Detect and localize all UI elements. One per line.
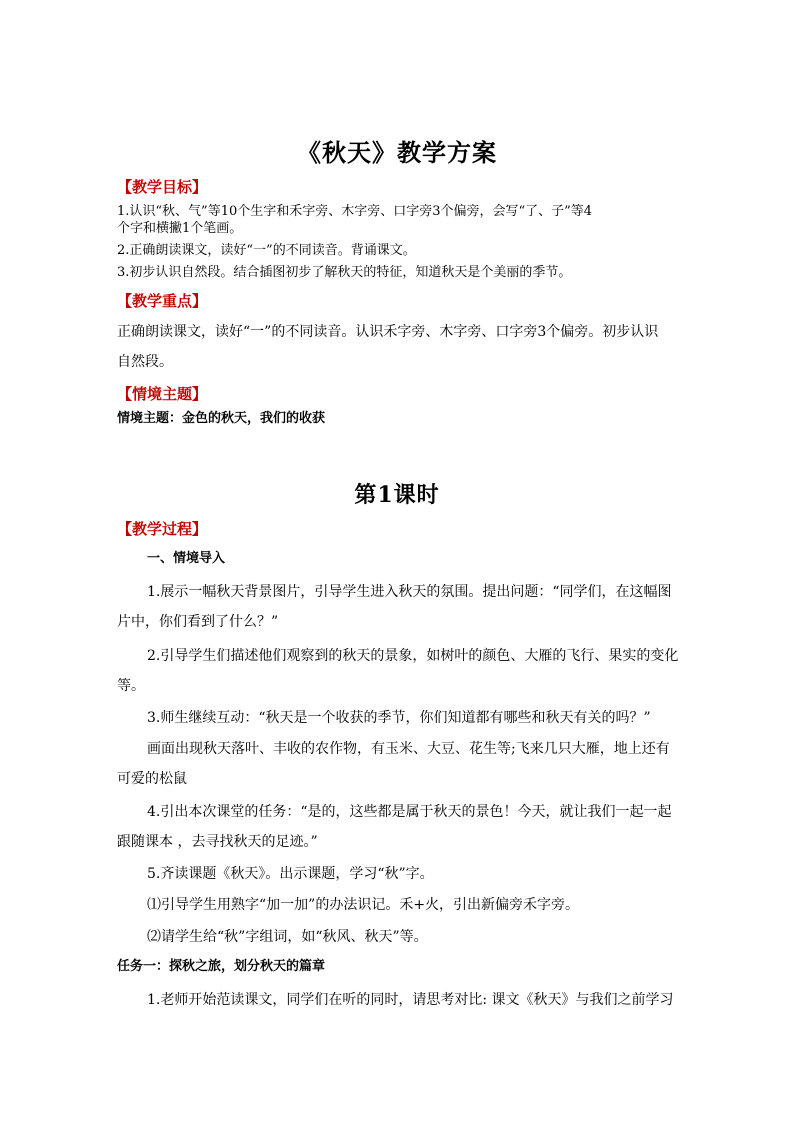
paragraph-line: 2.引导学生们描述他们观察到的秋天的景象，如树叶的颜色、大雁的飞行、果实的变化 [147, 648, 679, 664]
focus-line: 自然段。 [117, 354, 173, 370]
document-title: 《秋天》教学方案 [297, 138, 497, 167]
lesson-title: 第1课时 [354, 482, 440, 508]
paragraph-line: 等。 [117, 678, 145, 694]
sub-heading-intro: 一、情境导入 [147, 551, 226, 566]
paragraph-line: 1.老师开始范读课文，同学们在听的同时，请思考对比: 课文《秋天》与我们之前学习 [147, 992, 674, 1008]
goal-line: 3.初步认识自然段。结合插图初步了解秋天的特征，知道秋天是个美丽的季节。 [117, 265, 572, 280]
focus-line: 正确朗读课文，读好“一”的不同读音。认识禾字旁、木字旁、口字旁3个偏旁。初步认识 [117, 324, 659, 340]
paragraph-line: 5.齐读课题《秋天》。出示课题，学习“秋”字。 [147, 866, 434, 882]
paragraph-line: 1.展示一幅秋天背景图片，引导学生进入秋天的氛围。提出问题：“同学们，在这幅图 [147, 584, 672, 600]
goal-line: 个字和横撇1个笔画。 [117, 221, 243, 236]
paragraph-line: ⑴引导学生用熟字“加一加”的办法识记。禾+火，引出新偏旁禾字旁。 [147, 897, 580, 913]
paragraph-line: 可爱的松鼠 [117, 771, 187, 787]
paragraph-line: 3.师生继续互动：“秋天是一个收获的季节，你们知道都有哪些和秋天有关的吗？” [147, 710, 651, 726]
goal-line: 2.正确朗读课文，读好“一”的不同读音。背诵课文。 [117, 243, 416, 258]
focus-heading: 【教学重点】 [117, 292, 208, 310]
paragraph-line: 片中，你们看到了什么？” [117, 614, 279, 630]
theme-heading: 【情境主题】 [117, 385, 208, 403]
process-heading: 【教学过程】 [117, 520, 208, 538]
paragraph-line: ⑵请学生给“秋”字组词，如“秋风、秋天”等。 [147, 929, 428, 945]
goal-line: 1.认识“秋、气”等10个生字和禾字旁、木字旁、口字旁3个偏旁，会写“了、子”等4 [117, 204, 593, 219]
goals-heading: 【教学目标】 [117, 178, 208, 196]
paragraph-line: 4.引出本次课堂的任务：“是的，这些都是属于秋天的景色！今天，就让我们一起一起 [147, 804, 672, 820]
paragraph-line: 跟随课本 ，去寻找秋天的足迹。” [117, 834, 318, 850]
paragraph-line: 画面出现秋天落叶、丰收的农作物，有玉米、大豆、花生等;飞来几只大雁，地上还有 [147, 741, 670, 757]
theme-text: 情境主题：金色的秋天，我们的收获 [117, 411, 326, 426]
task-heading: 任务一：探秋之旅，划分秋天的篇章 [117, 959, 326, 974]
